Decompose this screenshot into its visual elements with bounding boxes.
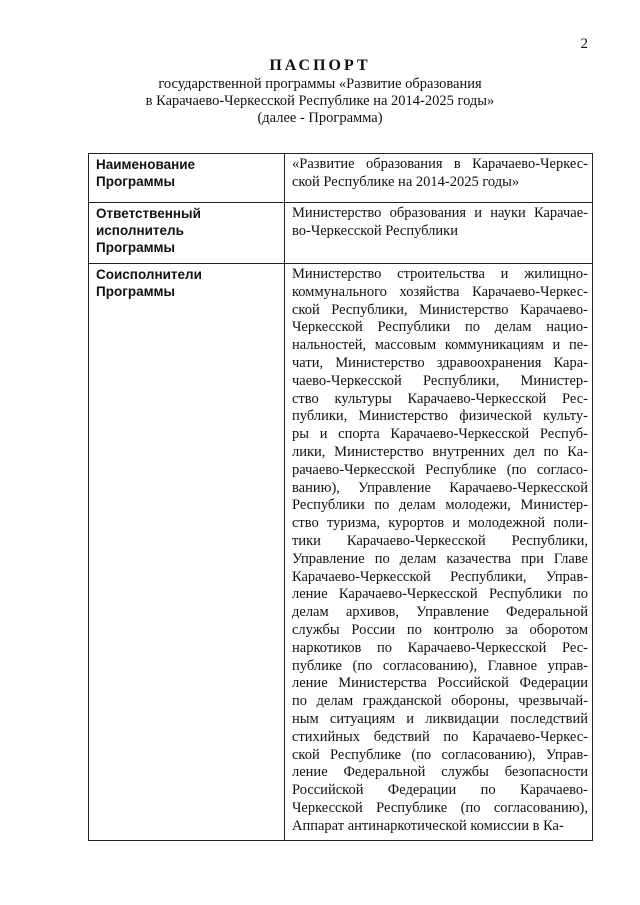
page-number: 2 xyxy=(580,36,588,52)
cell-text-line: Управление по делам казачества при Главе xyxy=(292,550,588,567)
cell-text-line: ление Карачаево-Черкесской Республики по xyxy=(292,586,588,603)
cell-text-line: Аппарат антинаркотической комиссии в Ка- xyxy=(292,817,564,834)
passport-table xyxy=(88,153,593,841)
cell-text-line: по делам гражданской обороны, чрезвычай- xyxy=(292,693,588,710)
cell-text-line: Программы xyxy=(96,174,176,189)
cell-text-line: Министерство строительства и жилищно- xyxy=(292,266,588,282)
label-cell xyxy=(89,203,285,264)
value-cell xyxy=(285,264,593,841)
document-header xyxy=(0,56,640,127)
cell-text-line: рачаево-Черкесской Республике (по согласо- xyxy=(292,461,588,478)
table-row-co-executors xyxy=(89,264,593,841)
cell-text-line: нальностей, массовым коммуникациям и пе- xyxy=(292,337,588,354)
cell-text-line: службы России по контролю за оборотом xyxy=(292,621,588,638)
cell-text-line: Черкесской Республике (по согласованию), xyxy=(292,799,588,816)
cell-text-line: ление Министерства Российской Федерации xyxy=(292,675,588,692)
cell-text-line: делам архивов, Управление Федеральной xyxy=(292,604,588,621)
cell-text-line: Наименование xyxy=(96,157,196,172)
cell-text-line: Черкесской Республики по делам нацио- xyxy=(292,319,588,336)
table-row-responsible-executor xyxy=(89,203,593,264)
label-cell xyxy=(89,154,285,203)
cell-text-line: Российской Федерации по Карачаево- xyxy=(292,782,588,799)
cell-text-line: чати, Министерство здравоохранения Кара- xyxy=(292,354,588,371)
table-row-program-name xyxy=(89,154,593,203)
cell-text-line: во-Черкесской Республики xyxy=(292,222,458,239)
cell-text-line: исполнитель xyxy=(96,223,184,238)
cell-text-line: «Развитие образования в Карачаево-Черкес- xyxy=(292,156,588,172)
cell-text-line: Программы xyxy=(96,240,176,255)
document-title: ПАСПОРТ xyxy=(269,57,371,74)
cell-text-line: ство туризма, курортов и молодежной поли- xyxy=(292,515,588,532)
subtitle-line-1: государственной программы «Развитие образования xyxy=(158,76,482,92)
cell-text-line: Министерство образования и науки Карачае- xyxy=(292,205,588,221)
value-cell xyxy=(285,203,593,264)
cell-text-line: ным ситуациям и ликвидации последствий xyxy=(292,710,588,727)
cell-text-line: коммунального хозяйства Карачаево-Черкес- xyxy=(292,283,588,300)
subtitle-line-3: (далее - Программа) xyxy=(257,110,383,126)
cell-text-line: Программы xyxy=(96,284,176,299)
cell-text-line: Ответственный xyxy=(96,206,201,221)
cell-text-line: ской Республике (по согласованию), Управ- xyxy=(292,746,588,763)
cell-text-line: ванию), Управление Карачаево-Черкесской xyxy=(292,479,588,496)
cell-text-line: Карачаево-Черкесской Республики, Управ- xyxy=(292,568,588,585)
cell-text-line: чаево-Черкесской Республики, Министер- xyxy=(292,372,588,389)
cell-text-line: ской Республики, Министерство Карачаево- xyxy=(292,301,588,318)
cell-text-line: лики, Министерство внутренних дел по Ка- xyxy=(292,443,588,460)
cell-text-line: Республики по делам молодежи, Министер- xyxy=(292,497,588,514)
cell-text-line: ры и спорта Карачаево-Черкесской Респуб- xyxy=(292,426,588,443)
cell-text-line: Соисполнители xyxy=(96,267,202,282)
cell-text-line: ство культуры Карачаево-Черкесской Рес- xyxy=(292,390,588,407)
cell-text-line: стихийных бедствий по Карачаево-Черкес- xyxy=(292,728,588,745)
cell-text-line: ской Республике на 2014-2025 годы» xyxy=(292,173,520,190)
cell-text-line: публики, Министерство физической культу- xyxy=(292,408,588,425)
cell-text-line: публике (по согласованию), Главное управ- xyxy=(292,657,588,674)
value-cell xyxy=(285,154,593,203)
cell-text-line: тики Карачаево-Черкесской Республики, xyxy=(292,532,588,549)
label-cell xyxy=(89,264,285,841)
cell-text-line: наркотиков по Карачаево-Черкесской Рес- xyxy=(292,639,588,656)
cell-text-line: ление Федеральной службы безопасности xyxy=(292,764,588,781)
subtitle-line-2: в Карачаево-Черкесской Республике на 2014-2025 годы» xyxy=(145,93,495,109)
